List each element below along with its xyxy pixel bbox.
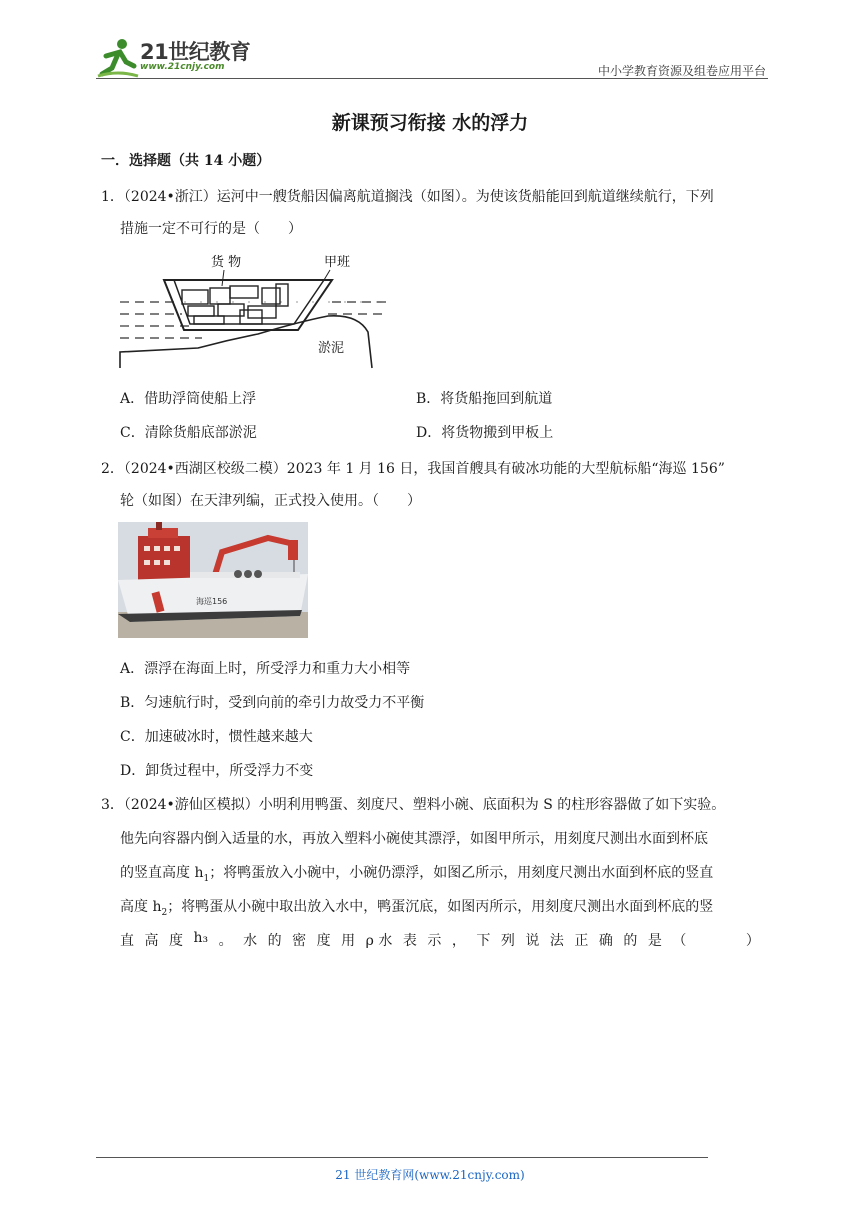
q3-text-line4: 高度 $h_2$；将鸭蛋从小碗中取出放入水中，鸭蛋沉底，如图丙所示，用刻度尺测出水面到杯底的竖 (120, 899, 714, 918)
q3-line5-char: 用 (341, 933, 356, 949)
q3-line5-char: 确 (598, 933, 613, 949)
q1-ship-diagram (118, 250, 390, 372)
q2-option-a[interactable]: A．漂浮在海面上时，所受浮力和重力大小相等 (120, 661, 411, 677)
section-heading: 一．选择题（共 14 小题） (101, 153, 271, 169)
q1-option-d[interactable]: D．将货物搬到甲板上 (416, 425, 554, 441)
q2-option-c[interactable]: C．加速破冰时，惯性越来越大 (120, 729, 313, 745)
cargo-label: 货 物 (211, 255, 242, 270)
q2-option-b[interactable]: B．匀速航行时，受到向前的牵引力故受力不平衡 (120, 695, 425, 711)
q3-line5-char: 高 (144, 933, 159, 949)
q3-line5-char: h₃ (193, 930, 209, 946)
q3-line5-char (721, 930, 735, 950)
q3-line5-char: 的 (623, 933, 638, 949)
q1-option-a[interactable]: A．借助浮筒使船上浮 (120, 391, 257, 407)
q3-line5-char: 水 (243, 933, 258, 949)
q3-line5-char: 。 (218, 933, 233, 949)
q3-text-line3: 的竖直高度 $h_1$；将鸭蛋放入小碗中，小碗仍漂浮，如图乙所示，用刻度尺测出水面到杯底的竖直 (120, 865, 714, 884)
q3-line5-char: 正 (574, 933, 589, 949)
q2-ship-photo (118, 522, 308, 638)
q3-line5-char: 法 (549, 933, 564, 949)
q3-line5-char (697, 930, 711, 950)
q3-line5-char: 表 (402, 933, 417, 949)
q1-text-line2: 措施一定不可行的是（ ） (120, 221, 302, 237)
q3-line5-char: 列 (500, 933, 515, 949)
logo-url: www.21cnjy.com (140, 62, 225, 72)
q3-line5-char: （ (672, 933, 687, 949)
q3-text-line1: 3．（2024•游仙区模拟）小明利用鸭蛋、刻度尺、塑料小碗、底面积为 S 的柱形容器做了如下实验。 (101, 797, 726, 813)
q3-line5-char: 直 (120, 933, 134, 949)
logo (96, 36, 266, 80)
q3-text-line5 (120, 930, 760, 950)
page-header (96, 30, 766, 82)
q3-line5-char: ） (745, 933, 760, 949)
logo-text: 21世纪教育 (140, 40, 251, 64)
header-divider (96, 78, 768, 79)
q3-line5-char: 下 (476, 933, 491, 949)
q3-line5-char: 度 (169, 933, 183, 949)
footer-divider (96, 1157, 708, 1158)
header-platform-text: 中小学教育资源及组卷应用平台 (597, 64, 766, 78)
runner-logo-icon (96, 36, 140, 80)
q3-line5-char: ， (451, 933, 466, 949)
deck-label: 甲班 (324, 255, 351, 270)
q3-line5-char: 度 (316, 933, 331, 949)
page-title: 新课预习衔接 水的浮力 (331, 112, 529, 134)
q3-line5-char: 说 (525, 933, 540, 949)
q3-line5-char: ρ 水 (365, 933, 393, 949)
q3-line5-char: 的 (267, 933, 282, 949)
q2-text-line1: 2．（2024•西湖区校级二模）2023 年 1 月 16 日，我国首艘具有破冰功能的大型航标船“海巡 156” (101, 461, 725, 477)
footer-text: 21 世纪教育网(www.21cnjy.com) (335, 1168, 525, 1182)
q1-text-line1: 1．（2024•浙江）运河中一艘货船因偏离航道搁浅（如图）。为使该货船能回到航道继续航行，下列 (101, 189, 714, 205)
ship-hull-label: 海巡156 (196, 597, 228, 606)
q3-line5-char: 示 (427, 933, 442, 949)
q3-line5-char: 密 (292, 933, 307, 949)
silt-label: 淤泥 (318, 341, 345, 356)
q3-text-line2: 他先向容器内倒入适量的水，再放入塑料小碗使其漂浮，如图甲所示，用刻度尺测出水面到杯底 (120, 831, 708, 847)
q1-option-b[interactable]: B．将货船拖回到航道 (416, 391, 553, 407)
q2-text-line2: 轮（如图）在天津列编，正式投入使用。（ ） (120, 493, 421, 509)
q2-option-d[interactable]: D．卸货过程中，所受浮力不变 (120, 763, 314, 779)
q3-line5-char: 是 (647, 933, 662, 949)
q1-option-c[interactable]: C．清除货船底部淤泥 (120, 425, 257, 441)
